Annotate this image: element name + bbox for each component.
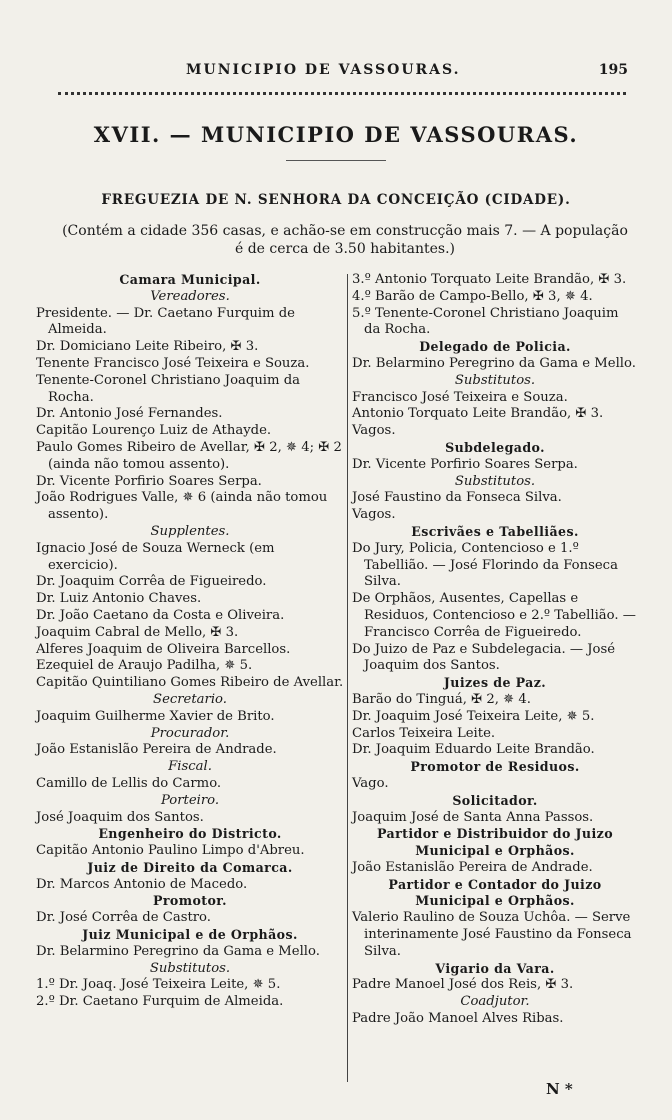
- entry: Dr. Joaquim Eduardo Leite Brandão.: [352, 742, 595, 758]
- entry: José Joaquim dos Santos.: [36, 809, 204, 825]
- parish-title: FREGUEZIA DE N. SENHORA DA CONCEIÇÃO (CIDADE).: [101, 192, 571, 208]
- subheading: Secretario.: [153, 691, 227, 707]
- entry: 3.º Antonio Torquato Leite Brandão, ✠ 3.: [352, 272, 627, 287]
- signature-mark: N *: [546, 1080, 573, 1098]
- running-head: [0, 62, 672, 86]
- section-heading: Engenheiro do Districto.: [98, 826, 282, 842]
- entry: Padre João Manoel Alves Ribas.: [352, 1011, 564, 1027]
- entry: Joaquim José de Santa Anna Passos.: [352, 809, 594, 825]
- entry: 5.º Tenente-Coronel Christiano Joaquim da Rocha.: [352, 305, 619, 338]
- column-divider: [347, 274, 348, 1082]
- chapter-title: XVII. — MUNICIPIO DE VASSOURAS.: [93, 122, 579, 147]
- entry: 4.º Barão de Campo-Bello, ✠ 3, ✵ 4.: [352, 288, 593, 304]
- entry: Dr. Vicente Porfirio Soares Serpa.: [352, 456, 578, 472]
- entry: Vagos.: [352, 507, 396, 523]
- entry: Valerio Raulino de Souza Uchôa. — Serve interinamente José Faustino da Fonseca Silva.: [352, 910, 632, 959]
- entry: João Estanislão Pereira de Andrade.: [36, 742, 277, 758]
- subheading: Fiscal.: [168, 759, 212, 775]
- entry: Dr. Belarmino Peregrino da Gama e Mello.: [36, 943, 320, 959]
- section-heading: Juiz de Direito da Comarca.: [87, 859, 293, 875]
- entry: 2.º Dr. Caetano Furquim de Almeida.: [36, 994, 284, 1010]
- left-column: [36, 272, 344, 1011]
- right-column: [352, 272, 638, 1028]
- entry: Ignacio José de Souza Werneck (em exercicio).: [36, 540, 275, 573]
- section-heading: Vigario da Vara.: [435, 960, 555, 976]
- entry: Dr. Belarmino Peregrino da Gama e Mello.: [352, 355, 636, 371]
- entry: Joaquim Guilherme Xavier de Brito.: [36, 708, 275, 724]
- entry: Tenente-Coronel Christiano Joaquim da Rocha.: [36, 372, 301, 405]
- section-heading: Promotor de Residuos.: [410, 759, 580, 775]
- entry: Paulo Gomes Ribeiro de Avellar, ✠ 2, ✵ 4; ✠ 2 (ainda não tomou assento).: [36, 439, 342, 472]
- entry: Dr. Marcos Antonio de Macedo.: [36, 876, 248, 892]
- subheading: Procurador.: [150, 725, 230, 741]
- section-heading: Promotor.: [153, 893, 227, 909]
- entry: Capitão Quintiliano Gomes Ribeiro de Avellar.: [36, 675, 344, 691]
- subheading: Vereadores.: [150, 288, 230, 304]
- section-heading: Solicitador.: [452, 792, 538, 808]
- entry: Barão do Tinguá, ✠ 2, ✵ 4.: [352, 691, 531, 707]
- dotted-rule: [58, 92, 626, 95]
- entry: Dr. José Corrêa de Castro.: [36, 910, 211, 926]
- page-number: 195: [598, 62, 628, 78]
- entry: Carlos Teixeira Leite.: [352, 725, 496, 741]
- entry: Dr. Luiz Antonio Chaves.: [36, 591, 202, 607]
- entry: Francisco José Teixeira e Souza.: [352, 389, 568, 405]
- entry: José Faustino da Fonseca Silva.: [352, 490, 562, 506]
- entry: Vago.: [352, 775, 389, 791]
- chapter-rule: [286, 160, 386, 161]
- entry: Dr. Antonio José Fernandes.: [36, 406, 223, 422]
- entry: João Rodrigues Valle, ✵ 6 (ainda não tomou assento).: [36, 490, 328, 523]
- entry: Padre Manoel José dos Reis, ✠ 3.: [352, 977, 574, 993]
- subheading: Porteiro.: [160, 792, 220, 808]
- subheading: Substitutos.: [454, 372, 536, 388]
- section-heading: Partidor e Contador do Juizo Municipal e Orphãos.: [388, 876, 602, 909]
- entry: Dr. Vicente Porfirio Soares Serpa.: [36, 473, 262, 489]
- running-title: MUNICIPIO DE VASSOURAS.: [186, 62, 461, 78]
- entry: Do Jury, Policia, Contencioso e 1.º Tabellião. — José Florindo da Fonseca Silva.: [352, 540, 618, 590]
- subheading: Substitutos.: [454, 473, 536, 489]
- entry: Joaquim Cabral de Mello, ✠ 3.: [36, 624, 239, 640]
- entry: João Estanislão Pereira de Andrade.: [352, 859, 593, 875]
- entry: 1.º Dr. Joaq. José Teixeira Leite, ✵ 5.: [36, 977, 281, 993]
- subheading: Substitutos.: [149, 960, 231, 976]
- section-heading: Juiz Municipal e de Orphãos.: [82, 927, 298, 943]
- entry: Dr. João Caetano da Costa e Oliveira.: [36, 607, 285, 623]
- subheading: Coadjutor.: [460, 994, 530, 1010]
- entry: Do Juizo de Paz e Subdelegacia. — José Joaquim dos Santos.: [352, 641, 616, 674]
- entry: Dr. Domiciano Leite Ribeiro, ✠ 3.: [36, 339, 259, 355]
- entry: De Orphãos, Ausentes, Capellas e Residuos, Contencioso e 2.º Tabellião. — Francisco Corrêa de Figueiredo.: [352, 591, 636, 640]
- entry: Ezequiel de Araujo Padilha, ✵ 5.: [36, 658, 253, 674]
- subheading: Supplentes.: [150, 523, 230, 539]
- section-heading: Partidor e Distribuidor do Juizo Municipal e Orphãos.: [377, 826, 613, 859]
- entry: Dr. Joaquim José Teixeira Leite, ✵ 5.: [352, 708, 595, 724]
- section-heading: Camara Municipal.: [119, 272, 261, 287]
- entry: Antonio Torquato Leite Brandão, ✠ 3.: [352, 406, 604, 422]
- entry: Capitão Lourenço Luiz de Athayde.: [36, 423, 272, 439]
- section-heading: Delegado de Policia.: [419, 339, 571, 355]
- entry: Tenente Francisco José Teixeira e Souza.: [36, 355, 310, 371]
- intro-paragraph: (Contém a cidade 356 casas, e achão-se em construcção mais 7. — A população é de cerca de 3.50 habitantes.): [62, 223, 628, 257]
- entry: Dr. Joaquim Corrêa de Figueiredo.: [36, 574, 267, 590]
- section-heading: Escrivães e Tabelliães.: [411, 523, 579, 539]
- entry: Presidente. — Dr. Caetano Furquim de Almeida.: [36, 305, 295, 338]
- entry: Alferes Joaquim de Oliveira Barcellos.: [36, 641, 291, 657]
- entry: Capitão Antonio Paulino Limpo d'Abreu.: [36, 843, 305, 859]
- entry: Camillo de Lellis do Carmo.: [36, 775, 222, 791]
- section-heading: Subdelegado.: [445, 439, 545, 455]
- entry: Vagos.: [352, 423, 396, 439]
- section-heading: Juizes de Paz.: [443, 675, 547, 691]
